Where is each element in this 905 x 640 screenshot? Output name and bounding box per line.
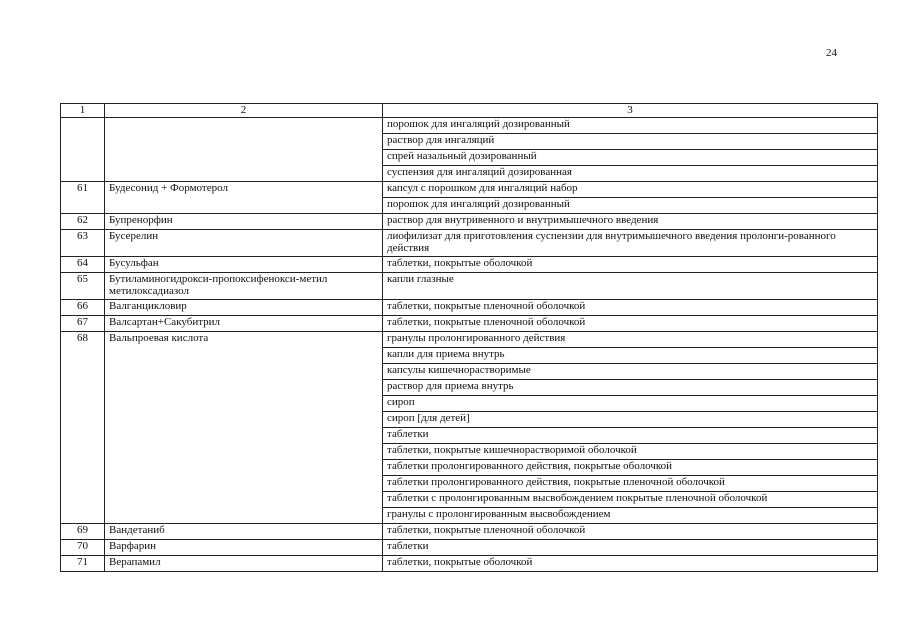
dosage-form-cell: таблетки пролонгированного действия, покрытые пленочной оболочкой bbox=[383, 476, 878, 492]
dosage-form-cell: таблетки, покрытые пленочной оболочкой bbox=[383, 300, 878, 316]
dosage-form-cell: сироп bbox=[383, 396, 878, 412]
dosage-form-cell: лиофилизат для приготовления суспензии для внутримышечного введения пролонги-рованного действия bbox=[383, 230, 878, 257]
dosage-form-cell: порошок для ингаляций дозированный bbox=[383, 118, 878, 134]
table-row bbox=[61, 257, 878, 273]
drug-name-cell: Бусульфан bbox=[105, 257, 383, 273]
table-row bbox=[61, 540, 878, 556]
dosage-form-cell: таблетки с пролонгированным высвобождением покрытые пленочной оболочкой bbox=[383, 492, 878, 508]
table-row bbox=[61, 182, 878, 198]
row-number-cell: 61 bbox=[61, 182, 105, 214]
row-number-cell bbox=[61, 118, 105, 182]
row-number-cell: 62 bbox=[61, 214, 105, 230]
dosage-form-cell: раствор для внутривенного и внутримышечного введения bbox=[383, 214, 878, 230]
row-number-cell: 71 bbox=[61, 556, 105, 572]
column-header-name: 2 bbox=[105, 104, 383, 118]
dosage-form-cell: таблетки, покрытые оболочкой bbox=[383, 556, 878, 572]
table-row bbox=[61, 273, 878, 300]
dosage-form-cell: капли глазные bbox=[383, 273, 878, 300]
drug-name-cell: Бусерелин bbox=[105, 230, 383, 257]
drug-name-cell bbox=[105, 118, 383, 182]
drug-name-cell: Валганцикловир bbox=[105, 300, 383, 316]
table-row bbox=[61, 332, 878, 348]
table-row bbox=[61, 230, 878, 257]
dosage-form-cell: сироп [для детей] bbox=[383, 412, 878, 428]
table-body bbox=[61, 118, 878, 572]
dosage-form-cell: таблетки, покрытые пленочной оболочкой bbox=[383, 316, 878, 332]
drug-name-cell: Бутиламиногидрокси-пропоксифенокси-метил метилоксадиазол bbox=[105, 273, 383, 300]
dosage-form-cell: капсулы кишечнорастворимые bbox=[383, 364, 878, 380]
drug-name-cell: Варфарин bbox=[105, 540, 383, 556]
dosage-form-cell: таблетки, покрытые кишечнорастворимой оболочкой bbox=[383, 444, 878, 460]
drug-name-cell: Вальпроевая кислота bbox=[105, 332, 383, 524]
row-number-cell: 70 bbox=[61, 540, 105, 556]
dosage-form-cell: порошок для ингаляций дозированный bbox=[383, 198, 878, 214]
dosage-form-cell: гранулы пролонгированного действия bbox=[383, 332, 878, 348]
drug-name-cell: Верапамил bbox=[105, 556, 383, 572]
dosage-form-cell: таблетки bbox=[383, 428, 878, 444]
row-number-cell: 66 bbox=[61, 300, 105, 316]
table-row bbox=[61, 524, 878, 540]
table-row bbox=[61, 118, 878, 134]
column-header-number: 1 bbox=[61, 104, 105, 118]
table-row bbox=[61, 214, 878, 230]
dosage-form-cell: гранулы с пролонгированным высвобождением bbox=[383, 508, 878, 524]
dosage-form-cell: суспензия для ингаляций дозированная bbox=[383, 166, 878, 182]
drug-name-cell: Валсартан+Сакубитрил bbox=[105, 316, 383, 332]
table-row bbox=[61, 300, 878, 316]
table-row bbox=[61, 556, 878, 572]
dosage-form-cell: спрей назальный дозированный bbox=[383, 150, 878, 166]
row-number-cell: 63 bbox=[61, 230, 105, 257]
dosage-form-cell: капсул с порошком для ингаляций набор bbox=[383, 182, 878, 198]
row-number-cell: 65 bbox=[61, 273, 105, 300]
dosage-form-cell: таблетки, покрытые пленочной оболочкой bbox=[383, 524, 878, 540]
drug-name-cell: Будесонид + Формотерол bbox=[105, 182, 383, 214]
row-number-cell: 67 bbox=[61, 316, 105, 332]
dosage-form-cell: таблетки пролонгированного действия, покрытые оболочкой bbox=[383, 460, 878, 476]
drug-name-cell: Вандетаниб bbox=[105, 524, 383, 540]
dosage-form-cell: капли для приема внутрь bbox=[383, 348, 878, 364]
row-number-cell: 68 bbox=[61, 332, 105, 524]
page-number: 24 bbox=[826, 47, 837, 59]
column-header-form: 3 bbox=[383, 104, 878, 118]
table-row bbox=[61, 316, 878, 332]
dosage-form-cell: таблетки, покрытые оболочкой bbox=[383, 257, 878, 273]
row-number-cell: 69 bbox=[61, 524, 105, 540]
dosage-form-cell: таблетки bbox=[383, 540, 878, 556]
row-number-cell: 64 bbox=[61, 257, 105, 273]
header-row bbox=[61, 104, 878, 118]
drug-table bbox=[60, 103, 878, 572]
dosage-form-cell: раствор для ингаляций bbox=[383, 134, 878, 150]
drug-name-cell: Бупренорфин bbox=[105, 214, 383, 230]
dosage-form-cell: раствор для приема внутрь bbox=[383, 380, 878, 396]
